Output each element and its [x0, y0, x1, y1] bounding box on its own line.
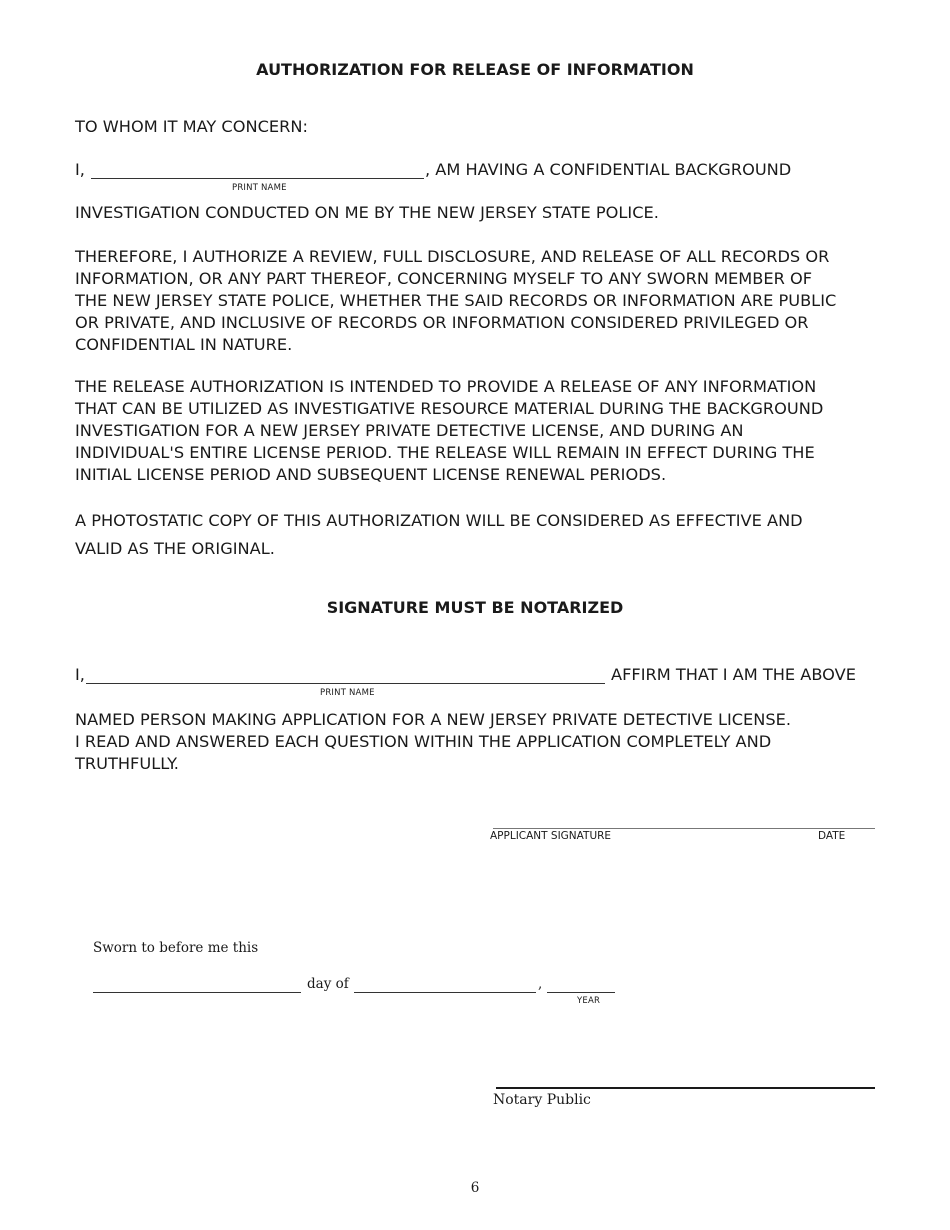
notarized-heading: SIGNATURE MUST BE NOTARIZED: [326, 598, 624, 617]
line2-suffix: AFFIRM THAT I AM THE ABOVE: [611, 665, 856, 684]
para2-line: INDIVIDUAL'S ENTIRE LICENSE PERIOD. THE RELEASE WILL REMAIN IN EFFECT DURING THE: [75, 443, 815, 462]
print-name-field-1[interactable]: [91, 161, 424, 179]
page-number: 6: [470, 1180, 480, 1196]
paragraph-release: [75, 376, 875, 486]
print-name-label-1: PRINT NAME: [232, 183, 287, 193]
applicant-signature-field[interactable]: [493, 812, 875, 829]
para3-line: A PHOTOSTATIC COPY OF THIS AUTHORIZATION WILL BE CONSIDERED AS EFFECTIVE AND: [75, 511, 803, 530]
para2-line: THE RELEASE AUTHORIZATION IS INTENDED TO PROVIDE A RELEASE OF ANY INFORMATION: [75, 377, 817, 396]
year-field[interactable]: [547, 978, 615, 993]
date-label: DATE: [818, 830, 846, 842]
notary-public-label: Notary Public: [493, 1092, 591, 1108]
para2-line: INITIAL LICENSE PERIOD AND SUBSEQUENT LICENSE RENEWAL PERIODS.: [75, 465, 667, 484]
para1-line: THE NEW JERSEY STATE POLICE, WHETHER THE SAID RECORDS OR INFORMATION ARE PUBLIC: [75, 291, 837, 310]
para1-line: CONFIDENTIAL IN NATURE.: [75, 335, 293, 354]
para1-line: INFORMATION, OR ANY PART THEREOF, CONCERNING MYSELF TO ANY SWORN MEMBER OF: [75, 269, 813, 288]
para4-line: TRUTHFULLY.: [75, 754, 179, 773]
para2-line: INVESTIGATION FOR A NEW JERSEY PRIVATE DETECTIVE LICENSE, AND DURING AN: [75, 421, 744, 440]
paragraph-authorize: [75, 246, 875, 356]
para1-line: OR PRIVATE, AND INCLUSIVE OF RECORDS OR INFORMATION CONSIDERED PRIVILEGED OR: [75, 313, 809, 332]
line1-continuation: INVESTIGATION CONDUCTED ON ME BY THE NEW JERSEY STATE POLICE.: [75, 203, 659, 222]
para1-line: THEREFORE, I AUTHORIZE A REVIEW, FULL DISCLOSURE, AND RELEASE OF ALL RECORDS OR: [75, 247, 830, 266]
document-title: AUTHORIZATION FOR RELEASE OF INFORMATION: [256, 60, 694, 79]
salutation: TO WHOM IT MAY CONCERN:: [75, 117, 308, 136]
para2-line: THAT CAN BE UTILIZED AS INVESTIGATIVE RESOURCE MATERIAL DURING THE BACKGROUND: [75, 399, 824, 418]
line1-prefix: I,: [75, 160, 85, 179]
print-name-label-2: PRINT NAME: [320, 688, 375, 698]
notary-signature-field[interactable]: [496, 1070, 875, 1089]
day-field[interactable]: [93, 978, 301, 993]
para3-line: VALID AS THE ORIGINAL.: [75, 539, 275, 558]
day-of-text: day of: [307, 976, 349, 992]
print-name-field-2[interactable]: [86, 666, 605, 684]
para4-line: I READ AND ANSWERED EACH QUESTION WITHIN THE APPLICATION COMPLETELY AND: [75, 732, 772, 751]
para4-line: NAMED PERSON MAKING APPLICATION FOR A NEW JERSEY PRIVATE DETECTIVE LICENSE.: [75, 710, 792, 729]
paragraph-photostatic: [75, 507, 875, 563]
comma-text: ,: [538, 976, 543, 992]
sworn-text: Sworn to before me this: [93, 940, 259, 956]
line1-suffix: , AM HAVING A CONFIDENTIAL BACKGROUND: [425, 160, 792, 179]
paragraph-affirm: [75, 709, 875, 775]
year-label: YEAR: [577, 996, 601, 1006]
line2-prefix: I,: [75, 665, 85, 684]
month-field[interactable]: [354, 978, 536, 993]
applicant-signature-label: APPLICANT SIGNATURE: [490, 830, 612, 842]
